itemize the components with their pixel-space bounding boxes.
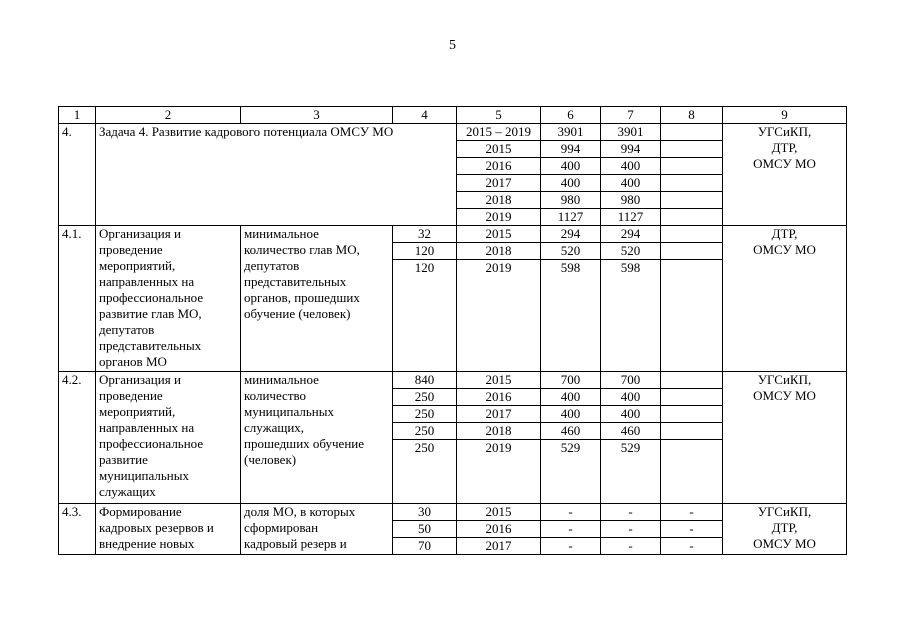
activity-value-6: - <box>541 521 601 538</box>
task-year: 2019 <box>457 209 541 226</box>
task-year: 2016 <box>457 158 541 175</box>
activity-value-7: 460 <box>601 423 661 440</box>
activity-row <box>59 504 847 521</box>
activity-value-8 <box>661 260 723 372</box>
responsible-line: ОМСУ МО <box>753 156 816 171</box>
activity-value-7: 400 <box>601 389 661 406</box>
activity-value-8 <box>661 440 723 504</box>
responsible-line: ДТР, <box>771 520 798 535</box>
task-value-7: 400 <box>601 175 661 192</box>
activity-value-6: 294 <box>541 226 601 243</box>
header-col-9: 9 <box>723 107 847 124</box>
indicator-value: 250 <box>393 406 457 423</box>
activity-value-8 <box>661 389 723 406</box>
activity-name-line: кадровых резервов и <box>99 520 214 535</box>
activity-name-line: органов МО <box>99 354 167 369</box>
task-year: 2015 <box>457 141 541 158</box>
activity-responsible <box>723 504 847 555</box>
activity-indicator-line: прошедших обучение <box>244 436 365 451</box>
activity-name-line: мероприятий, <box>99 258 176 273</box>
activity-indicator-line: минимальное <box>244 226 319 241</box>
task-value-6: 994 <box>541 141 601 158</box>
activity-responsible <box>723 226 847 372</box>
activity-value-8 <box>661 423 723 440</box>
activity-value-8 <box>661 226 723 243</box>
activity-value-8: - <box>661 538 723 555</box>
task-value-8 <box>661 141 723 158</box>
indicator-value: 50 <box>393 521 457 538</box>
activity-value-7: 520 <box>601 243 661 260</box>
task-value-6: 400 <box>541 175 601 192</box>
activity-year: 2016 <box>457 521 541 538</box>
activity-indicator-line: служащих, <box>244 420 305 435</box>
responsible-line: ОМСУ МО <box>753 388 816 403</box>
header-col-7: 7 <box>601 107 661 124</box>
activity-indicator-line: количество <box>244 388 307 403</box>
task-value-8 <box>661 209 723 226</box>
activity-name-line: внедрение новых <box>99 536 195 551</box>
indicator-value: 250 <box>393 389 457 406</box>
activity-number: 4.3. <box>59 504 96 555</box>
responsible-line: ОМСУ МО <box>753 536 816 551</box>
activity-value-8 <box>661 372 723 389</box>
activity-year: 2019 <box>457 260 541 372</box>
activity-name-line: проведение <box>99 242 163 257</box>
activity-value-7: - <box>601 504 661 521</box>
indicator-value: 250 <box>393 423 457 440</box>
activity-responsible <box>723 372 847 504</box>
activity-value-6: 520 <box>541 243 601 260</box>
activity-indicator-line: доля МО, в которых <box>244 504 356 519</box>
task-value-6: 3901 <box>541 124 601 141</box>
activity-indicator-line: (человек) <box>244 452 297 467</box>
activity-row <box>59 226 847 243</box>
activity-value-7: - <box>601 538 661 555</box>
header-col-4: 4 <box>393 107 457 124</box>
task-value-6: 1127 <box>541 209 601 226</box>
activity-indicator-line: муниципальных <box>244 404 335 419</box>
task-value-6: 980 <box>541 192 601 209</box>
task-row <box>59 124 847 141</box>
activity-year: 2018 <box>457 243 541 260</box>
activity-value-6: 400 <box>541 389 601 406</box>
activity-value-6: 400 <box>541 406 601 423</box>
activity-value-7: 400 <box>601 406 661 423</box>
activity-number: 4.1. <box>59 226 96 372</box>
task-number: 4. <box>59 124 96 226</box>
activity-indicator-line: обучение (человек) <box>244 306 351 321</box>
activity-indicator-line: минимальное <box>244 372 319 387</box>
indicator-value: 32 <box>393 226 457 243</box>
task-value-7: 1127 <box>601 209 661 226</box>
task-responsible <box>723 124 847 226</box>
activity-rows <box>59 226 847 555</box>
activity-name-line: Формирование <box>99 504 182 519</box>
header-col-6: 6 <box>541 107 601 124</box>
activity-indicator <box>241 504 393 555</box>
activity-year: 2016 <box>457 389 541 406</box>
activity-indicator-line: депутатов <box>244 258 300 273</box>
responsible-line: УГСиКП, <box>757 372 812 387</box>
activity-year: 2017 <box>457 406 541 423</box>
activity-value-7: - <box>601 521 661 538</box>
activity-name-line: муниципальных <box>99 468 190 483</box>
activity-indicator-line: количество глав МО, <box>244 242 360 257</box>
activity-indicator-line: кадровый резерв и <box>244 536 347 551</box>
activity-year: 2017 <box>457 538 541 555</box>
activity-name <box>96 372 241 504</box>
task-year: 2015 – 2019 <box>457 124 541 141</box>
activity-name-line: профессиональное <box>99 290 204 305</box>
activity-name-line: мероприятий, <box>99 404 176 419</box>
task-value-7: 400 <box>601 158 661 175</box>
activity-value-6: 598 <box>541 260 601 372</box>
activity-name-line: Организация и <box>99 226 181 241</box>
responsible-line: ОМСУ МО <box>753 242 816 257</box>
activity-year: 2015 <box>457 504 541 521</box>
task-year: 2018 <box>457 192 541 209</box>
indicator-value: 70 <box>393 538 457 555</box>
activity-indicator-line: представительных <box>244 274 347 289</box>
activity-row <box>59 372 847 389</box>
activity-value-6: 460 <box>541 423 601 440</box>
task-value-8 <box>661 192 723 209</box>
responsible-line: УГСиКП, <box>757 124 812 139</box>
header-col-3: 3 <box>241 107 393 124</box>
activity-indicator <box>241 372 393 504</box>
activity-name-line: направленных на <box>99 274 195 289</box>
activity-year: 2015 <box>457 372 541 389</box>
activity-year: 2018 <box>457 423 541 440</box>
activity-name-line: служащих <box>99 484 156 499</box>
indicator-value: 840 <box>393 372 457 389</box>
task-value-8 <box>661 175 723 192</box>
activity-name-line: представительных <box>99 338 202 353</box>
activity-indicator-line: органов, прошедших <box>244 290 360 305</box>
activity-indicator <box>241 226 393 372</box>
task-value-8 <box>661 158 723 175</box>
activity-name <box>96 226 241 372</box>
indicator-value: 120 <box>393 243 457 260</box>
activity-name <box>96 504 241 555</box>
task-year: 2017 <box>457 175 541 192</box>
responsible-line: ДТР, <box>771 140 798 155</box>
task-value-8 <box>661 124 723 141</box>
activity-year: 2015 <box>457 226 541 243</box>
activity-name-line: развитие глав МО, <box>99 306 202 321</box>
header-col-2: 2 <box>96 107 241 124</box>
page-number: 5 <box>449 38 456 53</box>
activity-name-line: депутатов <box>99 322 155 337</box>
responsible-line: УГСиКП, <box>757 504 812 519</box>
responsible-line: ДТР, <box>771 226 798 241</box>
task-value-7: 980 <box>601 192 661 209</box>
activity-value-8 <box>661 243 723 260</box>
activity-value-7: 598 <box>601 260 661 372</box>
activity-value-6: 700 <box>541 372 601 389</box>
activity-value-6: - <box>541 538 601 555</box>
header-col-8: 8 <box>661 107 723 124</box>
activity-value-7: 700 <box>601 372 661 389</box>
activity-value-8 <box>661 406 723 423</box>
program-table <box>58 106 847 555</box>
activity-value-7: 529 <box>601 440 661 504</box>
activity-name-line: проведение <box>99 388 163 403</box>
indicator-value: 120 <box>393 260 457 372</box>
activity-value-6: - <box>541 504 601 521</box>
activity-name-line: развитие <box>99 452 148 467</box>
task-value-6: 400 <box>541 158 601 175</box>
task-title: Задача 4. Развитие кадрового потенциала ОМСУ МО <box>96 124 457 226</box>
indicator-value: 30 <box>393 504 457 521</box>
indicator-value: 250 <box>393 440 457 504</box>
activity-value-8: - <box>661 521 723 538</box>
activity-name-line: направленных на <box>99 420 195 435</box>
activity-year: 2019 <box>457 440 541 504</box>
activity-name-line: Организация и <box>99 372 181 387</box>
activity-value-8: - <box>661 504 723 521</box>
activity-number: 4.2. <box>59 372 96 504</box>
task-value-7: 994 <box>601 141 661 158</box>
activity-name-line: профессиональное <box>99 436 204 451</box>
activity-value-7: 294 <box>601 226 661 243</box>
header-col-5: 5 <box>457 107 541 124</box>
activity-indicator-line: сформирован <box>244 520 319 535</box>
task-value-7: 3901 <box>601 124 661 141</box>
header-col-1: 1 <box>59 107 96 124</box>
header-row <box>59 107 847 124</box>
activity-value-6: 529 <box>541 440 601 504</box>
